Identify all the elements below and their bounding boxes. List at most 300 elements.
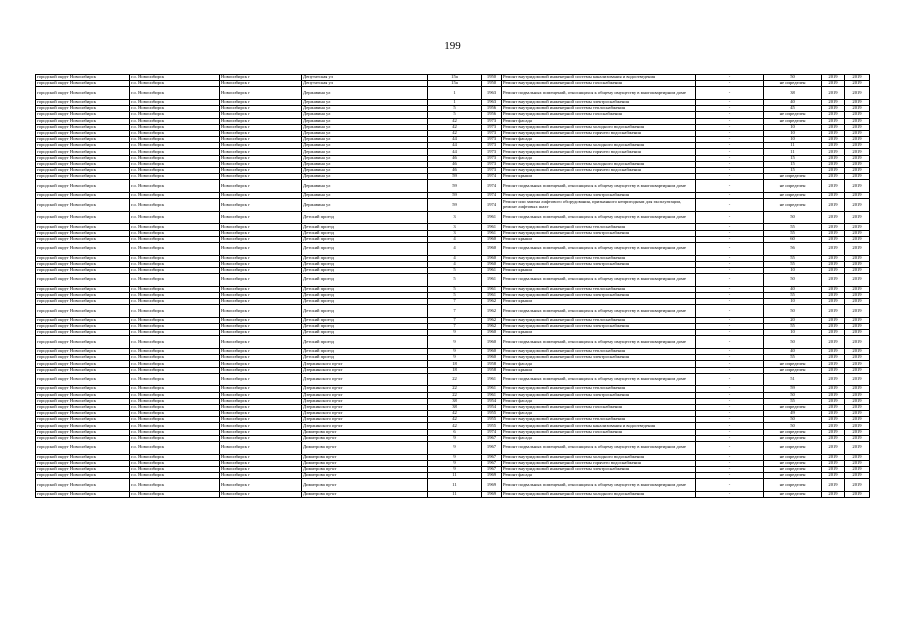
cell-settlement: г.о. Новосибирск [130,112,220,118]
cell-work-type: Ремонт подвальных помещений, относящихся к общему имуществу в многоквартирном доме [502,305,696,318]
cell-district: городской округ Новосибирск [36,305,130,318]
cell-city: Новосибирск г [220,242,302,255]
cell-house: 5 [428,112,482,118]
cell-end-year: 2019 [845,87,870,100]
cell-district: городской округ Новосибирск [36,99,130,105]
cell-work-type: Ремонт подвальных помещений, относящихся к общему имуществу в многоквартирном доме [502,211,696,224]
table-row [36,274,870,287]
cell-start-year: 2019 [822,423,845,429]
cell-end-year: 2019 [845,286,870,292]
cell-value: 55 [764,261,822,267]
cell-start-year: 2019 [822,174,845,180]
cell-settlement: г.о. Новосибирск [130,180,220,193]
cell-work-type: Ремонт внутридомовой инженерной системы газоснабжения [502,81,696,87]
cell-house: 9 [428,467,482,473]
cell-district: городской округ Новосибирск [36,81,130,87]
cell-city: Новосибирск г [220,274,302,287]
cell-city: Новосибирск г [220,330,302,336]
cell-district: городской округ Новосибирск [36,454,130,460]
cell-start-year: 2019 [822,417,845,423]
cell-district: городской округ Новосибирск [36,106,130,112]
cell-work-type: Ремонт внутридомовой инженерной системы электроснабжения [502,292,696,298]
table-row [36,491,870,497]
cell-year: 1954 [482,398,502,404]
cell-street: Державина ул [302,118,428,124]
cell-end-year: 2019 [845,193,870,199]
cell-value: 10 [764,124,822,130]
cell-year: 1969 [482,479,502,492]
cell-end-year: 2019 [845,317,870,323]
cell-start-year: 2019 [822,143,845,149]
cell-dash: - [696,429,764,435]
cell-year: 1961 [482,392,502,398]
cell-settlement: г.о. Новосибирск [130,467,220,473]
cell-dash: - [696,292,764,298]
cell-work-type: Ремонт внутридомовой инженерной системы теплоснабжения [502,286,696,292]
cell-work-type: Ремонт внутридомовой инженерной системы теплоснабжения [502,386,696,392]
cell-settlement: г.о. Новосибирск [130,155,220,161]
cell-district: городской округ Новосибирск [36,143,130,149]
cell-end-year: 2019 [845,168,870,174]
cell-value: не определен [764,435,822,441]
cell-district: городской округ Новосибирск [36,324,130,330]
cell-street: Дзержинского пр-кт [302,386,428,392]
cell-city: Новосибирск г [220,193,302,199]
cell-year: 1961 [482,386,502,392]
cell-work-type: Ремонт внутридомовой инженерной системы теплоснабжения [502,349,696,355]
cell-settlement: г.о. Новосибирск [130,473,220,479]
cell-year: 1967 [482,460,502,466]
cell-value: 38 [764,87,822,100]
cell-year: 1961 [482,286,502,292]
cell-city: Новосибирск г [220,349,302,355]
cell-district: городской округ Новосибирск [36,460,130,466]
cell-end-year: 2019 [845,137,870,143]
cell-year: 1973 [482,161,502,167]
cell-year: 1969 [482,473,502,479]
cell-settlement: г.о. Новосибирск [130,137,220,143]
table-row [36,211,870,224]
cell-value: 50 [764,423,822,429]
cell-start-year: 2019 [822,211,845,224]
cell-house: 46 [428,168,482,174]
cell-end-year: 2019 [845,261,870,267]
page-number: 199 [444,40,461,52]
cell-value: 45 [764,106,822,112]
cell-settlement: г.о. Новосибирск [130,211,220,224]
cell-city: Новосибирск г [220,467,302,473]
cell-work-type: Ремонт внутридомовой инженерной системы канализования и водоотведения [502,423,696,429]
cell-settlement: г.о. Новосибирск [130,87,220,100]
cell-district: городской округ Новосибирск [36,429,130,435]
table-row [36,199,870,212]
cell-street: Державина ул [302,130,428,136]
cell-house: 4 [428,255,482,261]
cell-work-type: Ремонт фасада [502,435,696,441]
cell-house: 5 [428,274,482,287]
cell-settlement: г.о. Новосибирск [130,435,220,441]
cell-house: 59 [428,174,482,180]
cell-work-type: Ремонт подвальных помещений, относящихся к общему имуществу в многоквартирном доме [502,336,696,349]
cell-city: Новосибирск г [220,230,302,236]
cell-district: городской округ Новосибирск [36,118,130,124]
cell-end-year: 2019 [845,361,870,367]
table-row [36,442,870,455]
cell-district: городской округ Новосибирск [36,473,130,479]
cell-street: Детский проезд [302,330,428,336]
cell-district: городской округ Новосибирск [36,392,130,398]
cell-settlement: г.о. Новосибирск [130,99,220,105]
cell-city: Новосибирск г [220,392,302,398]
cell-year: 1962 [482,305,502,318]
cell-street: Державина ул [302,161,428,167]
cell-end-year: 2019 [845,423,870,429]
cell-street: Димитрова пр-кт [302,491,428,497]
cell-street: Державина ул [302,124,428,130]
cell-district: городской округ Новосибирск [36,467,130,473]
cell-city: Новосибирск г [220,286,302,292]
cell-street: Детский проезд [302,261,428,267]
cell-start-year: 2019 [822,99,845,105]
cell-value: 11 [764,143,822,149]
cell-year: 1961 [482,267,502,273]
cell-dash: - [696,330,764,336]
cell-district: городской округ Новосибирск [36,155,130,161]
cell-city: Новосибирск г [220,324,302,330]
cell-city: Новосибирск г [220,180,302,193]
cell-district: городской округ Новосибирск [36,255,130,261]
cell-year: 1955 [482,417,502,423]
cell-start-year: 2019 [822,161,845,167]
cell-end-year: 2019 [845,355,870,361]
cell-value: 51 [764,373,822,386]
cell-street: Димитрова пр-кт [302,435,428,441]
cell-start-year: 2019 [822,411,845,417]
cell-work-type: Ремонт фасада [502,155,696,161]
cell-settlement: г.о. Новосибирск [130,442,220,455]
cell-house: 5 [428,267,482,273]
cell-city: Новосибирск г [220,373,302,386]
cell-district: городской округ Новосибирск [36,236,130,242]
cell-year: 1963 [482,99,502,105]
cell-end-year: 2019 [845,124,870,130]
cell-work-type: Ремонт внутридомовой инженерной системы электроснабжения [502,230,696,236]
cell-start-year: 2019 [822,81,845,87]
cell-street: Державина ул [302,137,428,143]
cell-year: 1960 [482,242,502,255]
cell-dash: - [696,479,764,492]
cell-work-type: Ремонт внутридомовой инженерной системы горячего водоснабжения [502,460,696,466]
cell-start-year: 2019 [822,305,845,318]
cell-city: Новосибирск г [220,336,302,349]
cell-value: не определен [764,460,822,466]
cell-year: 1973 [482,137,502,143]
cell-house: 22 [428,373,482,386]
cell-house: 59 [428,193,482,199]
cell-dash: - [696,180,764,193]
cell-city: Новосибирск г [220,211,302,224]
cell-year: 1960 [482,336,502,349]
cell-dash: - [696,442,764,455]
cell-start-year: 2019 [822,473,845,479]
cell-street: Державина ул [302,174,428,180]
cell-value: 60 [764,236,822,242]
cell-dash: - [696,467,764,473]
cell-dash: - [696,174,764,180]
cell-house: 42 [428,423,482,429]
table-row [36,336,870,349]
cell-dash: - [696,367,764,373]
cell-work-type: Ремонт внутридомовой инженерной системы холодного водоснабжения [502,124,696,130]
cell-value: 10 [764,330,822,336]
cell-value: не определен [764,193,822,199]
cell-value: не определен [764,112,822,118]
cell-dash: - [696,267,764,273]
cell-work-type: Ремонт подвальных помещений, относящихся к общему имуществу в многоквартирном доме [502,442,696,455]
cell-year: 1973 [482,118,502,124]
cell-start-year: 2019 [822,137,845,143]
cell-dash: - [696,130,764,136]
cell-district: городской округ Новосибирск [36,168,130,174]
cell-dash: - [696,305,764,318]
cell-start-year: 2019 [822,75,845,81]
table-row [36,180,870,193]
cell-value: не определен [764,199,822,212]
cell-house: 59 [428,180,482,193]
cell-dash: - [696,454,764,460]
cell-street: Депутатская ул [302,81,428,87]
cell-city: Новосибирск г [220,292,302,298]
cell-dash: - [696,255,764,261]
cell-year: 1962 [482,317,502,323]
cell-dash: - [696,355,764,361]
cell-dash: - [696,143,764,149]
cell-dash: - [696,161,764,167]
cell-end-year: 2019 [845,224,870,230]
cell-house: 46 [428,161,482,167]
cell-settlement: г.о. Новосибирск [130,404,220,410]
cell-end-year: 2019 [845,149,870,155]
cell-street: Детский проезд [302,236,428,242]
cell-settlement: г.о. Новосибирск [130,267,220,273]
cell-work-type: Ремонт внутридомовой инженерной системы электроснабжения [502,392,696,398]
cell-value: 40 [764,99,822,105]
cell-value: не определен [764,361,822,367]
cell-dash: - [696,193,764,199]
cell-house: 22 [428,386,482,392]
cell-value: не определен [764,81,822,87]
cell-start-year: 2019 [822,349,845,355]
cell-value: 40 [764,286,822,292]
cell-end-year: 2019 [845,367,870,373]
cell-settlement: г.о. Новосибирск [130,355,220,361]
cell-city: Новосибирск г [220,261,302,267]
cell-district: городской округ Новосибирск [36,479,130,492]
cell-value: 50 [764,274,822,287]
cell-year: 1955 [482,411,502,417]
cell-start-year: 2019 [822,460,845,466]
cell-dash: - [696,286,764,292]
cell-year: 1960 [482,236,502,242]
cell-end-year: 2019 [845,398,870,404]
cell-dash: - [696,211,764,224]
cell-district: городской округ Новосибирск [36,193,130,199]
cell-end-year: 2019 [845,404,870,410]
cell-value: 15 [764,155,822,161]
cell-value: не определен [764,491,822,497]
cell-end-year: 2019 [845,479,870,492]
cell-work-type: Ремонт внутридомовой инженерной системы холодного водоснабжения [502,143,696,149]
cell-district: городской округ Новосибирск [36,75,130,81]
cell-value: 50 [764,305,822,318]
cell-street: Детский проезд [302,242,428,255]
cell-value: 10 [764,267,822,273]
cell-city: Новосибирск г [220,118,302,124]
cell-dash: - [696,137,764,143]
cell-value: не определен [764,442,822,455]
cell-end-year: 2019 [845,417,870,423]
cell-work-type: Ремонт фасада [502,398,696,404]
cell-value: не определен [764,479,822,492]
cell-end-year: 2019 [845,81,870,87]
cell-year: 1962 [482,299,502,305]
cell-settlement: г.о. Новосибирск [130,398,220,404]
cell-value: 55 [764,398,822,404]
cell-settlement: г.о. Новосибирск [130,261,220,267]
cell-start-year: 2019 [822,193,845,199]
cell-street: Димитрова пр-кт [302,479,428,492]
cell-street: Детский проезд [302,274,428,287]
cell-street: Детский проезд [302,336,428,349]
cell-district: городской округ Новосибирск [36,292,130,298]
cell-work-type: Ремонт фасада [502,411,696,417]
cell-start-year: 2019 [822,224,845,230]
cell-settlement: г.о. Новосибирск [130,236,220,242]
cell-house: 9 [428,336,482,349]
cell-street: Детский проезд [302,292,428,298]
cell-street: Детский проезд [302,267,428,273]
cell-dash: - [696,404,764,410]
cell-house: 42 [428,130,482,136]
cell-city: Новосибирск г [220,411,302,417]
cell-house: 4 [428,236,482,242]
cell-district: городской округ Новосибирск [36,267,130,273]
cell-value: 55 [764,230,822,236]
cell-settlement: г.о. Новосибирск [130,292,220,298]
cell-dash: - [696,155,764,161]
cell-city: Новосибирск г [220,124,302,130]
repair-schedule-table [35,74,870,498]
cell-district: городской округ Новосибирск [36,180,130,193]
cell-city: Новосибирск г [220,155,302,161]
cell-start-year: 2019 [822,274,845,287]
cell-district: городской округ Новосибирск [36,317,130,323]
cell-house: 44 [428,143,482,149]
cell-dash: - [696,386,764,392]
cell-street: Державина ул [302,199,428,212]
cell-start-year: 2019 [822,355,845,361]
cell-start-year: 2019 [822,404,845,410]
cell-city: Новосибирск г [220,317,302,323]
cell-start-year: 2019 [822,299,845,305]
cell-settlement: г.о. Новосибирск [130,224,220,230]
cell-street: Дзержинского пр-кт [302,373,428,386]
cell-house: 6 [428,429,482,435]
cell-year: 1974 [482,193,502,199]
cell-start-year: 2019 [822,106,845,112]
cell-start-year: 2019 [822,118,845,124]
cell-start-year: 2019 [822,149,845,155]
cell-settlement: г.о. Новосибирск [130,336,220,349]
cell-year: 1956 [482,106,502,112]
cell-end-year: 2019 [845,435,870,441]
cell-city: Новосибирск г [220,299,302,305]
cell-district: городской округ Новосибирск [36,355,130,361]
cell-district: городской округ Новосибирск [36,124,130,130]
cell-street: Детский проезд [302,305,428,318]
cell-start-year: 2019 [822,324,845,330]
cell-city: Новосибирск г [220,149,302,155]
cell-settlement: г.о. Новосибирск [130,361,220,367]
cell-dash: - [696,199,764,212]
cell-end-year: 2019 [845,330,870,336]
cell-work-type: Ремонт внутридомовой инженерной системы горячего водоснабжения [502,149,696,155]
cell-district: городской округ Новосибирск [36,404,130,410]
cell-house: 3 [428,211,482,224]
cell-value: не определен [764,473,822,479]
cell-value: 15 [764,168,822,174]
cell-city: Новосибирск г [220,75,302,81]
cell-value: 20 [764,317,822,323]
cell-district: городской округ Новосибирск [36,423,130,429]
cell-house: 38 [428,404,482,410]
cell-end-year: 2019 [845,267,870,273]
cell-year: 1961 [482,274,502,287]
cell-dash: - [696,417,764,423]
cell-work-type: Ремонт внутридомовой инженерной системы электроснабжения [502,261,696,267]
cell-dash: - [696,81,764,87]
cell-start-year: 2019 [822,479,845,492]
cell-house: 38 [428,398,482,404]
cell-work-type: Ремонт внутридомовой инженерной системы электроснабжения [502,99,696,105]
cell-city: Новосибирск г [220,435,302,441]
cell-settlement: г.о. Новосибирск [130,143,220,149]
cell-work-type: Ремонт крыши [502,367,696,373]
cell-city: Новосибирск г [220,398,302,404]
cell-year: 1962 [482,324,502,330]
cell-work-type: Ремонт крыши [502,267,696,273]
cell-street: Державина ул [302,112,428,118]
cell-city: Новосибирск г [220,473,302,479]
cell-district: городской округ Новосибирск [36,211,130,224]
cell-district: городской округ Новосибирск [36,398,130,404]
cell-year: 1950 [482,81,502,87]
cell-start-year: 2019 [822,435,845,441]
cell-settlement: г.о. Новосибирск [130,199,220,212]
cell-end-year: 2019 [845,118,870,124]
cell-dash: - [696,242,764,255]
cell-house: 11 [428,479,482,492]
cell-street: Димитрова пр-кт [302,429,428,435]
cell-house: 7 [428,317,482,323]
cell-house: 44 [428,137,482,143]
cell-work-type: Ремонт фасада [502,137,696,143]
cell-start-year: 2019 [822,130,845,136]
cell-year: 1973 [482,168,502,174]
cell-start-year: 2019 [822,112,845,118]
cell-start-year: 2019 [822,261,845,267]
cell-start-year: 2019 [822,168,845,174]
